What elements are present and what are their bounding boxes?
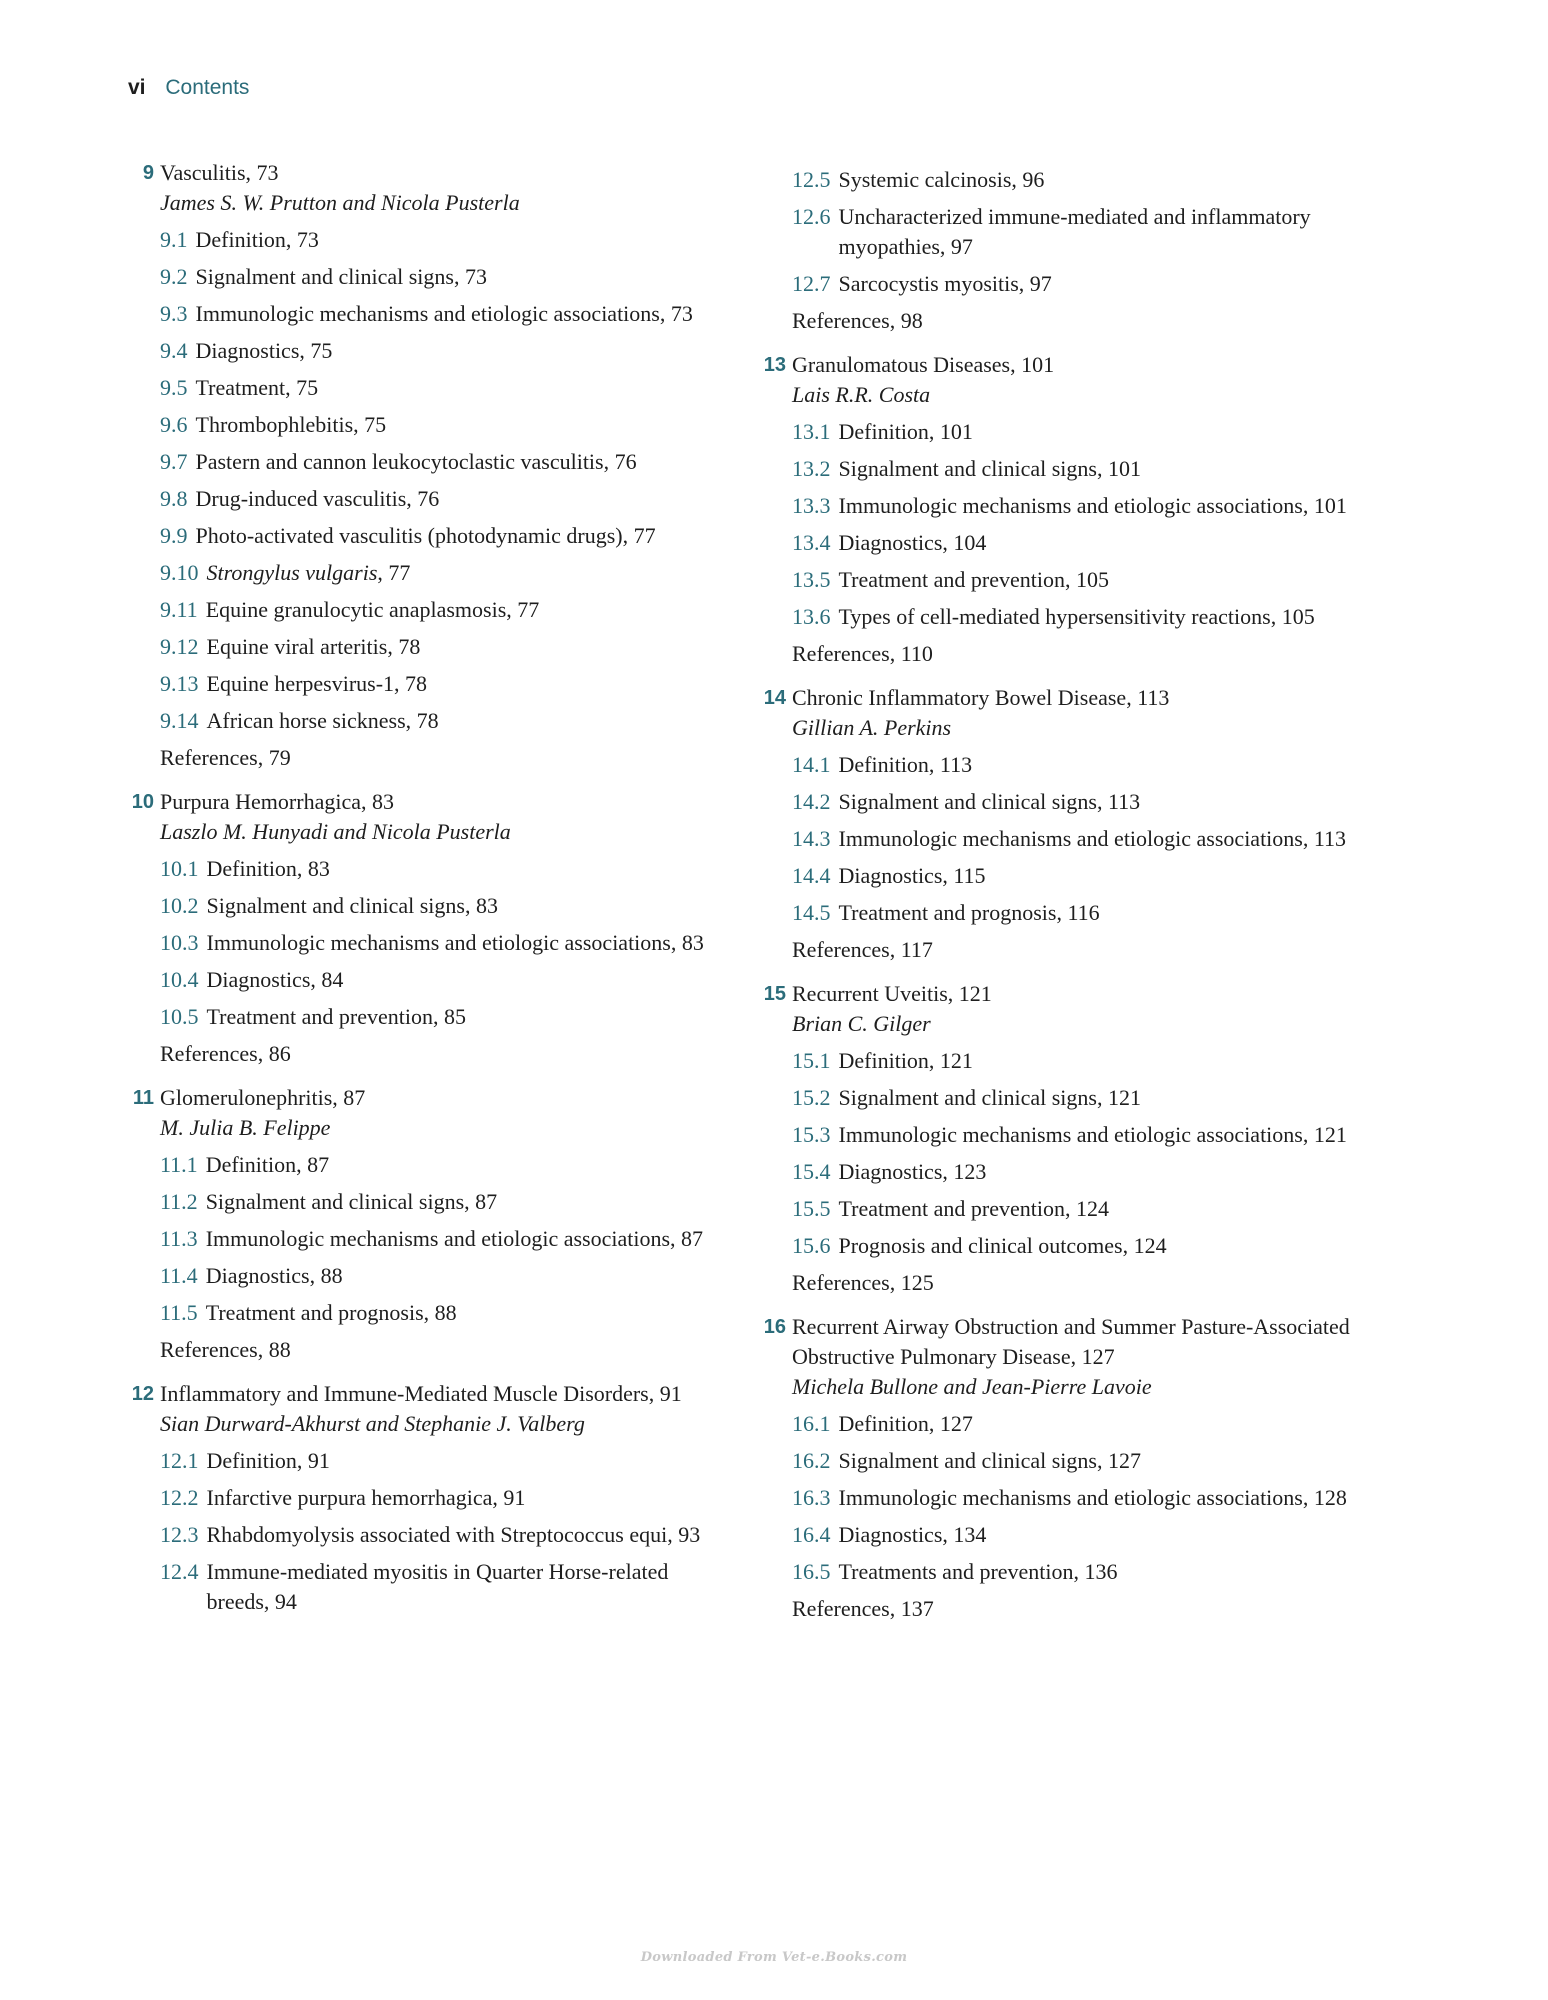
- section-title: Signalment and clinical signs, 101: [838, 456, 1141, 481]
- chapter-authors: Michela Bullone and Jean-Pierre Lavoie: [792, 1374, 1152, 1399]
- section-number: 9.8: [160, 486, 188, 511]
- section-title: Signalment and clinical signs, 113: [838, 789, 1141, 814]
- section-title: Photo-activated vasculitis (photodynamic drugs), 77: [195, 523, 656, 548]
- section-number: 12.5: [792, 167, 831, 192]
- section-number: 9.10: [160, 560, 199, 585]
- chapter-title: Inflammatory and Immune-Mediated Muscle Disorders, 91: [160, 1381, 682, 1406]
- toc-section-entry[interactable]: [160, 1483, 728, 1513]
- section-number: 11.2: [160, 1189, 198, 1214]
- section-number: 14.3: [792, 826, 831, 851]
- references-entry[interactable]: References, 125: [792, 1270, 934, 1295]
- section-title: Diagnostics, 75: [195, 338, 333, 363]
- section-title: Equine granulocytic anaplasmosis, 77: [205, 597, 540, 622]
- section-number: 9.14: [160, 708, 199, 733]
- section-title: Immunologic mechanisms and etiologic associations, 87: [205, 1226, 704, 1251]
- running-head-title: Contents: [165, 76, 250, 99]
- section-title: Strongylus vulgaris, 77: [206, 560, 411, 585]
- section-title: Types of cell-mediated hypersensitivity reactions, 105: [838, 604, 1315, 629]
- toc-section-entry[interactable]: [160, 1446, 728, 1476]
- chapter-number: 15: [763, 983, 786, 1005]
- section-number: 13.1: [792, 419, 831, 444]
- section-number: 13.6: [792, 604, 831, 629]
- chapter-authors: M. Julia B. Felippe: [160, 1115, 331, 1140]
- toc-section-entry[interactable]: [160, 1298, 728, 1328]
- toc-chapter: [760, 165, 1410, 336]
- section-number: 9.3: [160, 301, 188, 326]
- section-title: Pastern and cannon leukocytoclastic vasculitis, 76: [195, 449, 637, 474]
- section-title: Diagnostics, 123: [838, 1159, 987, 1184]
- toc-section-entry[interactable]: [160, 373, 728, 403]
- toc-section-entry[interactable]: [160, 595, 728, 625]
- references-entry[interactable]: References, 86: [160, 1041, 291, 1066]
- section-number: 11.5: [160, 1300, 198, 1325]
- section-title: Definition, 83: [206, 856, 330, 881]
- section-number: 13.5: [792, 567, 831, 592]
- section-number: 10.2: [160, 893, 199, 918]
- section-number: 12.6: [792, 204, 831, 229]
- toc-section-entry[interactable]: [792, 1120, 1410, 1150]
- section-title: Prognosis and clinical outcomes, 124: [838, 1233, 1167, 1258]
- toc-section-entry[interactable]: [792, 269, 1410, 299]
- section-number: 12.3: [160, 1522, 199, 1547]
- toc-section-entry[interactable]: [792, 861, 1410, 891]
- section-number: 9.12: [160, 634, 199, 659]
- toc-section-entry[interactable]: [160, 1520, 728, 1550]
- section-number: 10.1: [160, 856, 199, 881]
- section-title: Drug-induced vasculitis, 76: [195, 486, 440, 511]
- section-number: 14.1: [792, 752, 831, 777]
- section-number: 16.1: [792, 1411, 831, 1436]
- toc-section-entry[interactable]: [160, 669, 728, 699]
- section-title: Diagnostics, 88: [205, 1263, 343, 1288]
- section-number: 10.3: [160, 930, 199, 955]
- chapter-authors: Brian C. Gilger: [792, 1011, 931, 1036]
- section-title: Treatments and prevention, 136: [838, 1559, 1118, 1584]
- toc-section-entry[interactable]: [792, 898, 1410, 928]
- references-entry[interactable]: References, 98: [792, 308, 923, 333]
- section-title: Signalment and clinical signs, 87: [205, 1189, 498, 1214]
- section-title: Diagnostics, 104: [838, 530, 987, 555]
- toc-section-entry[interactable]: [160, 928, 728, 958]
- section-title: Thrombophlebitis, 75: [195, 412, 387, 437]
- section-number: 15.5: [792, 1196, 831, 1221]
- chapter-authors: James S. W. Prutton and Nicola Pusterla: [160, 190, 520, 215]
- section-title: Signalment and clinical signs, 121: [838, 1085, 1141, 1110]
- section-title: African horse sickness, 78: [206, 708, 439, 733]
- section-title: Treatment and prevention, 124: [838, 1196, 1109, 1221]
- section-number: 12.4: [160, 1559, 199, 1584]
- section-number: 9.4: [160, 338, 188, 363]
- section-title: Equine herpesvirus-1, 78: [206, 671, 428, 696]
- download-watermark: Downloaded From Vet-e.Books.com: [640, 1950, 908, 1965]
- chapter-heading[interactable]: [760, 979, 1410, 1009]
- section-number: 10.5: [160, 1004, 199, 1029]
- section-title: Sarcocystis myositis, 97: [838, 271, 1052, 296]
- toc-section-entry[interactable]: [792, 787, 1410, 817]
- section-number: 15.3: [792, 1122, 831, 1147]
- toc-section-entry[interactable]: [792, 165, 1410, 195]
- toc-section-entry[interactable]: [792, 1083, 1410, 1113]
- toc-section-entry[interactable]: [160, 447, 728, 477]
- chapter-heading[interactable]: [760, 683, 1410, 713]
- section-number: 9.2: [160, 264, 188, 289]
- section-title: Definition, 127: [838, 1411, 973, 1436]
- toc-section-entry[interactable]: [160, 1002, 728, 1032]
- toc-section-entry[interactable]: [792, 1520, 1410, 1550]
- chapter-heading[interactable]: [128, 787, 728, 817]
- section-title: Treatment and prevention, 105: [838, 567, 1109, 592]
- chapter-authors: Laszlo M. Hunyadi and Nicola Pusterla: [160, 819, 511, 844]
- chapter-title: Recurrent Airway Obstruction and Summer Pasture-Associated Obstructive Pulmonary Disease, 127: [792, 1314, 1350, 1369]
- toc-section-entry[interactable]: [160, 1150, 728, 1180]
- chapter-number: 14: [763, 687, 786, 709]
- section-title: Immunologic mechanisms and etiologic associations, 113: [838, 826, 1347, 851]
- section-title: Immunologic mechanisms and etiologic associations, 83: [206, 930, 704, 955]
- section-title: Rhabdomyolysis associated with Streptococcus equi, 93: [206, 1522, 701, 1547]
- toc-section-entry[interactable]: [160, 1187, 728, 1217]
- toc-section-entry[interactable]: [792, 824, 1410, 854]
- section-title: Signalment and clinical signs, 83: [206, 893, 498, 918]
- section-title: Treatment and prevention, 85: [206, 1004, 466, 1029]
- chapter-number: 10: [131, 791, 154, 813]
- references-entry[interactable]: References, 110: [792, 641, 933, 666]
- chapter-authors: Sian Durward-Akhurst and Stephanie J. Valberg: [160, 1411, 585, 1436]
- toc-section-entry[interactable]: [792, 454, 1410, 484]
- section-number: 13.3: [792, 493, 831, 518]
- toc-section-entry[interactable]: [792, 750, 1410, 780]
- section-title: Definition, 113: [838, 752, 973, 777]
- toc-section-entry[interactable]: [792, 565, 1410, 595]
- toc-section-entry[interactable]: [160, 965, 728, 995]
- toc-chapter: [760, 350, 1410, 669]
- section-title: Diagnostics, 84: [206, 967, 344, 992]
- section-number: 16.4: [792, 1522, 831, 1547]
- toc-chapter: [760, 979, 1410, 1298]
- section-title: Infarctive purpura hemorrhagica, 91: [206, 1485, 526, 1510]
- toc-section-entry[interactable]: [792, 1231, 1410, 1261]
- section-number: 9.5: [160, 375, 188, 400]
- toc-section-entry[interactable]: [160, 484, 728, 514]
- chapter-number: 13: [763, 354, 786, 376]
- toc-section-entry[interactable]: [792, 1483, 1410, 1513]
- toc-chapter: [760, 1312, 1410, 1624]
- toc-chapter: [760, 683, 1410, 965]
- toc-section-entry[interactable]: [792, 1194, 1410, 1224]
- chapter-title: Granulomatous Diseases, 101: [792, 352, 1055, 377]
- chapter-number: 9: [142, 162, 154, 184]
- section-title: Diagnostics, 134: [838, 1522, 987, 1547]
- toc-section-entry[interactable]: [792, 1557, 1410, 1587]
- section-number: 14.4: [792, 863, 831, 888]
- section-number: 15.2: [792, 1085, 831, 1110]
- section-title: Signalment and clinical signs, 127: [838, 1448, 1141, 1473]
- section-title: Immunologic mechanisms and etiologic associations, 101: [838, 493, 1347, 518]
- section-title: Systemic calcinosis, 96: [838, 167, 1045, 192]
- section-title: Equine viral arteritis, 78: [206, 634, 421, 659]
- section-title: Treatment and prognosis, 88: [205, 1300, 457, 1325]
- chapter-authors: Gillian A. Perkins: [792, 715, 952, 740]
- toc-section-entry[interactable]: [792, 202, 1410, 262]
- toc-section-entry[interactable]: [792, 491, 1410, 521]
- toc-section-entry[interactable]: [160, 706, 728, 736]
- chapter-title: Vasculitis, 73: [160, 160, 279, 185]
- section-number: 13.4: [792, 530, 831, 555]
- toc-section-entry[interactable]: [160, 558, 728, 588]
- chapter-number: 16: [763, 1316, 786, 1338]
- section-title: Immune-mediated myositis in Quarter Horse-related breeds, 94: [206, 1559, 669, 1614]
- toc-section-entry[interactable]: [160, 299, 728, 329]
- section-number: 9.1: [160, 227, 188, 252]
- toc-section-entry[interactable]: [160, 336, 728, 366]
- chapter-number: 11: [132, 1087, 154, 1109]
- running-head: [128, 74, 249, 102]
- section-title: Treatment and prognosis, 116: [838, 900, 1100, 925]
- toc-section-entry[interactable]: [160, 854, 728, 884]
- toc-section-entry[interactable]: [792, 602, 1410, 632]
- chapter-heading[interactable]: [760, 1312, 1410, 1372]
- toc-chapter: [128, 158, 728, 773]
- toc-section-entry[interactable]: [792, 1409, 1410, 1439]
- page-folio: vi: [128, 76, 146, 99]
- references-entry[interactable]: References, 79: [160, 745, 291, 770]
- toc-chapter: [128, 1379, 728, 1617]
- section-title: Immunologic mechanisms and etiologic associations, 73: [195, 301, 693, 326]
- section-number: 16.5: [792, 1559, 831, 1584]
- section-number: 9.9: [160, 523, 188, 548]
- references-entry[interactable]: References, 137: [792, 1596, 934, 1621]
- chapter-title: Purpura Hemorrhagica, 83: [160, 789, 394, 814]
- toc-section-entry[interactable]: [160, 1224, 728, 1254]
- toc-section-entry[interactable]: [792, 1446, 1410, 1476]
- section-title: Signalment and clinical signs, 73: [195, 264, 487, 289]
- chapter-heading[interactable]: [760, 350, 1410, 380]
- section-number: 14.5: [792, 900, 831, 925]
- chapter-heading[interactable]: [128, 158, 728, 188]
- section-title: Treatment, 75: [195, 375, 319, 400]
- toc-section-entry[interactable]: [160, 891, 728, 921]
- section-title: Definition, 91: [206, 1448, 330, 1473]
- section-number: 12.7: [792, 271, 831, 296]
- section-number: 15.6: [792, 1233, 831, 1258]
- toc-chapter: [128, 1083, 728, 1365]
- toc-section-entry[interactable]: [160, 410, 728, 440]
- toc-section-entry[interactable]: [792, 528, 1410, 558]
- references-entry[interactable]: References, 117: [792, 937, 933, 962]
- section-number: 12.1: [160, 1448, 199, 1473]
- toc-section-entry[interactable]: [792, 417, 1410, 447]
- toc-section-entry[interactable]: [160, 225, 728, 255]
- section-title: Definition, 101: [838, 419, 973, 444]
- section-number: 9.7: [160, 449, 188, 474]
- section-number: 16.2: [792, 1448, 831, 1473]
- section-number: 15.4: [792, 1159, 831, 1184]
- section-number: 15.1: [792, 1048, 831, 1073]
- chapter-title: Glomerulonephritis, 87: [160, 1085, 366, 1110]
- section-number: 9.11: [160, 597, 198, 622]
- section-title: Immunologic mechanisms and etiologic associations, 121: [838, 1122, 1347, 1147]
- chapter-heading[interactable]: [128, 1379, 728, 1409]
- chapter-number: 12: [131, 1383, 154, 1405]
- section-title: Definition, 87: [205, 1152, 330, 1177]
- section-number: 9.6: [160, 412, 188, 437]
- section-title: Definition, 73: [195, 227, 319, 252]
- section-number: 10.4: [160, 967, 199, 992]
- section-number: 11.4: [160, 1263, 198, 1288]
- toc-section-entry[interactable]: [160, 1557, 728, 1617]
- section-number: 14.2: [792, 789, 831, 814]
- chapter-authors: Lais R.R. Costa: [792, 382, 931, 407]
- toc-section-entry[interactable]: [160, 262, 728, 292]
- section-number: 11.3: [160, 1226, 198, 1251]
- section-number: 11.1: [160, 1152, 198, 1177]
- section-title: Immunologic mechanisms and etiologic associations, 128: [838, 1485, 1347, 1510]
- toc-section-entry[interactable]: [160, 521, 728, 551]
- references-entry[interactable]: References, 88: [160, 1337, 291, 1362]
- section-title: Uncharacterized immune-mediated and inflammatory myopathies, 97: [838, 204, 1311, 259]
- toc-section-entry[interactable]: [160, 632, 728, 662]
- toc-right-column: [760, 158, 1410, 1638]
- toc-chapter: [128, 787, 728, 1069]
- section-number: 12.2: [160, 1485, 199, 1510]
- toc-section-entry[interactable]: [792, 1157, 1410, 1187]
- section-number: 16.3: [792, 1485, 831, 1510]
- section-number: 9.13: [160, 671, 199, 696]
- toc-section-entry[interactable]: [792, 1046, 1410, 1076]
- chapter-title: Chronic Inflammatory Bowel Disease, 113: [792, 685, 1170, 710]
- chapter-heading[interactable]: [128, 1083, 728, 1113]
- toc-section-entry[interactable]: [160, 1261, 728, 1291]
- section-title: Diagnostics, 115: [838, 863, 986, 888]
- toc-left-column: [128, 158, 728, 1631]
- chapter-title: Recurrent Uveitis, 121: [792, 981, 992, 1006]
- section-title: Definition, 121: [838, 1048, 973, 1073]
- section-number: 13.2: [792, 456, 831, 481]
